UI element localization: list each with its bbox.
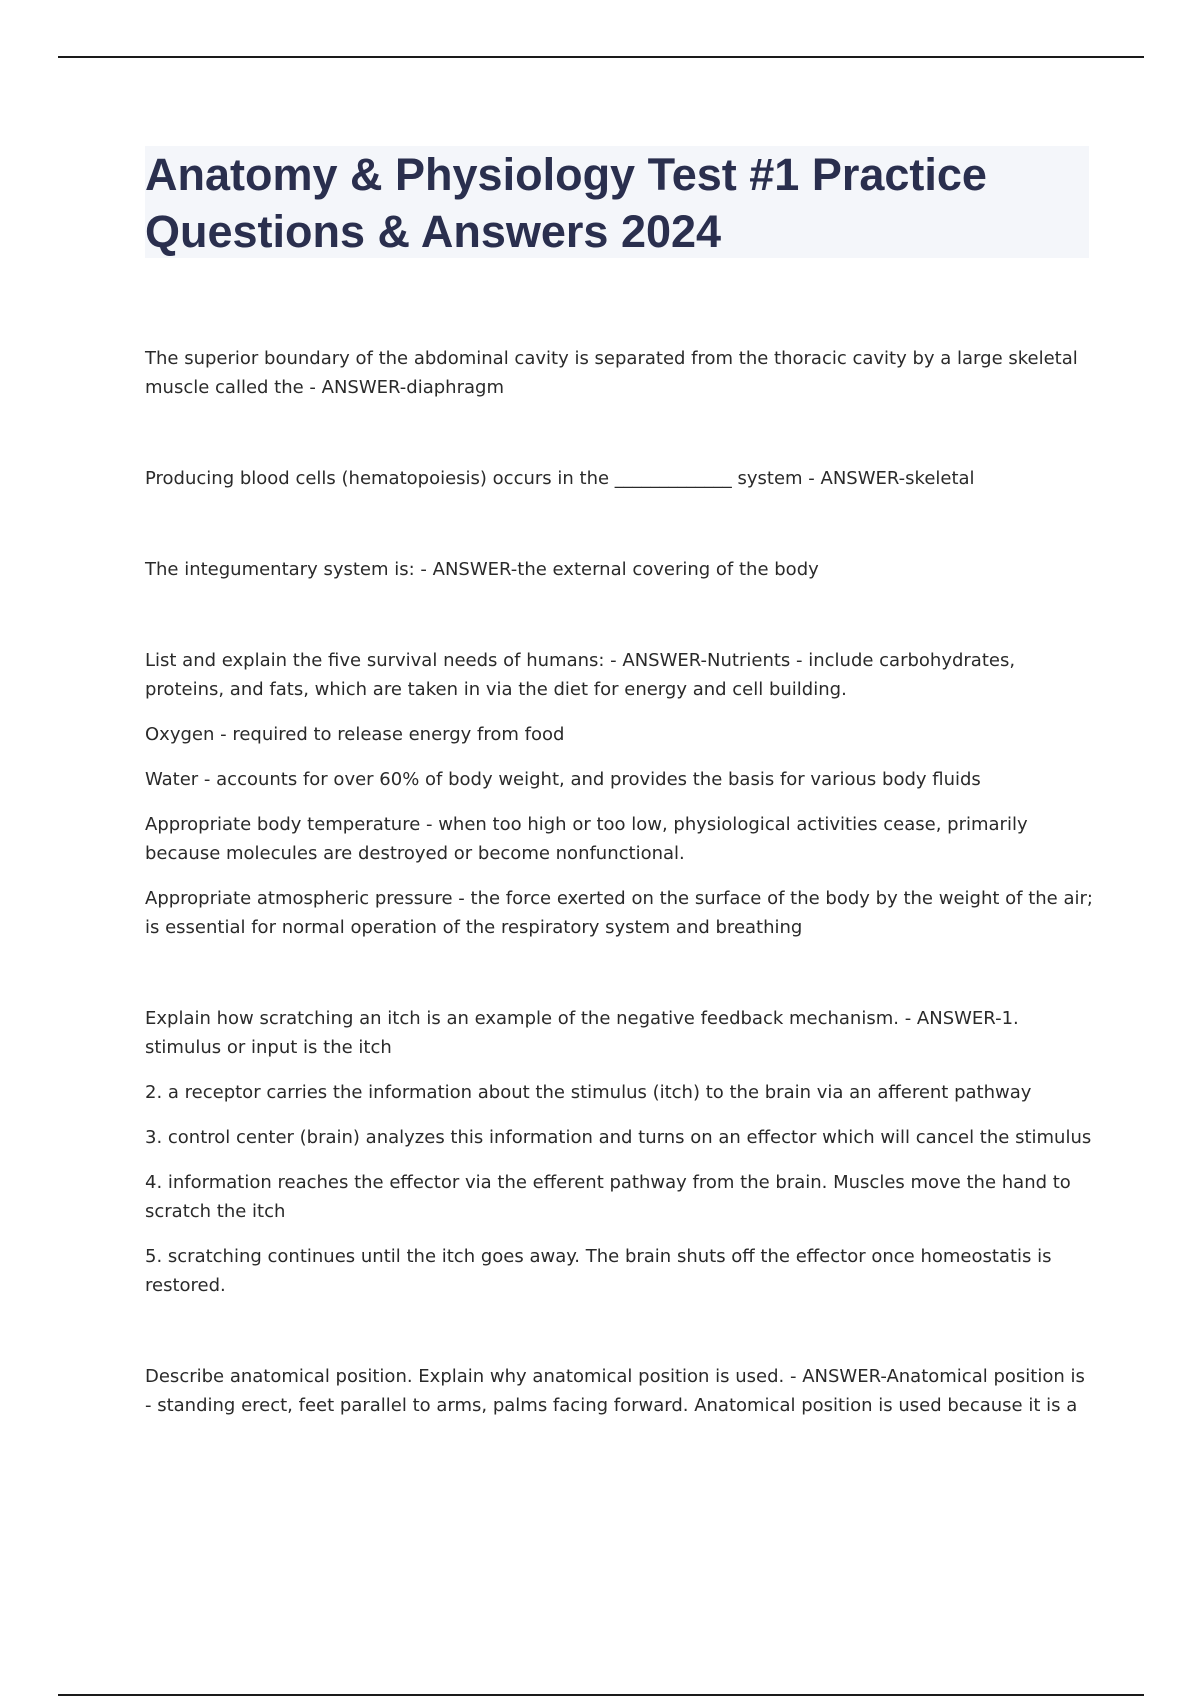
qa-paragraph: 2. a receptor carries the information about the stimulus (itch) to the brain via an afferent pathway — [145, 1082, 1032, 1103]
qa-paragraph: Appropriate atmospheric pressure - the force exerted on the surface of the body by the weight of the air; is essential for normal operation of the respiratory system and breathing — [145, 888, 1093, 938]
qa-paragraph: 5. scratching continues until the itch goes away. The brain shuts off the effector once homeostatis is restored. — [145, 1246, 1052, 1296]
title-block — [145, 146, 1089, 258]
qa-item-2 — [145, 464, 1095, 493]
qa-paragraph: Oxygen - required to release energy from food — [145, 724, 565, 745]
document-title: Anatomy & Physiology Test #1 Practice Questions & Answers 2024 — [145, 149, 987, 257]
bottom-rule — [58, 1694, 1144, 1696]
qa-paragraph: Appropriate body temperature - when too high or too low, physiological activities cease, primarily because molecules are destroyed or become nonfunctional. — [145, 814, 1028, 864]
qa-paragraph: 3. control center (brain) analyzes this information and turns on an effector which will cancel the stimulus — [145, 1127, 1092, 1148]
qa-item-3 — [145, 555, 1095, 584]
qa-item-5 — [145, 1004, 1095, 1300]
qa-item-6 — [145, 1362, 1095, 1420]
qa-paragraph: The superior boundary of the abdominal cavity is separated from the thoracic cavity by a large skeletal muscle called the - ANSWER-diaphragm — [145, 348, 1078, 398]
qa-paragraph: The integumentary system is: - ANSWER-the external covering of the body — [145, 559, 819, 580]
top-rule — [58, 56, 1144, 58]
qa-item-4 — [145, 646, 1095, 942]
qa-item-1 — [145, 344, 1095, 402]
qa-paragraph: Describe anatomical position. Explain why anatomical position is used. - ANSWER-Anatomical position is - standing erect, feet parallel to arms, palms facing forward. Anatomical position is used because it is a — [145, 1366, 1085, 1416]
qa-paragraph: 4. information reaches the effector via the efferent pathway from the brain. Muscles move the hand to scratch the itch — [145, 1172, 1071, 1222]
qa-paragraph: Explain how scratching an itch is an example of the negative feedback mechanism. - ANSWER-1. stimulus or input is the itch — [145, 1008, 1019, 1058]
qa-paragraph: List and explain the five survival needs of humans: - ANSWER-Nutrients - include carbohydrates, proteins, and fats, which are taken in via the diet for energy and cell building. — [145, 650, 1016, 700]
qa-content — [145, 344, 1095, 1482]
qa-paragraph: Water - accounts for over 60% of body weight, and provides the basis for various body fluids — [145, 769, 981, 790]
qa-paragraph: Producing blood cells (hematopoiesis) occurs in the _____________ system - ANSWER-skeletal — [145, 468, 975, 489]
